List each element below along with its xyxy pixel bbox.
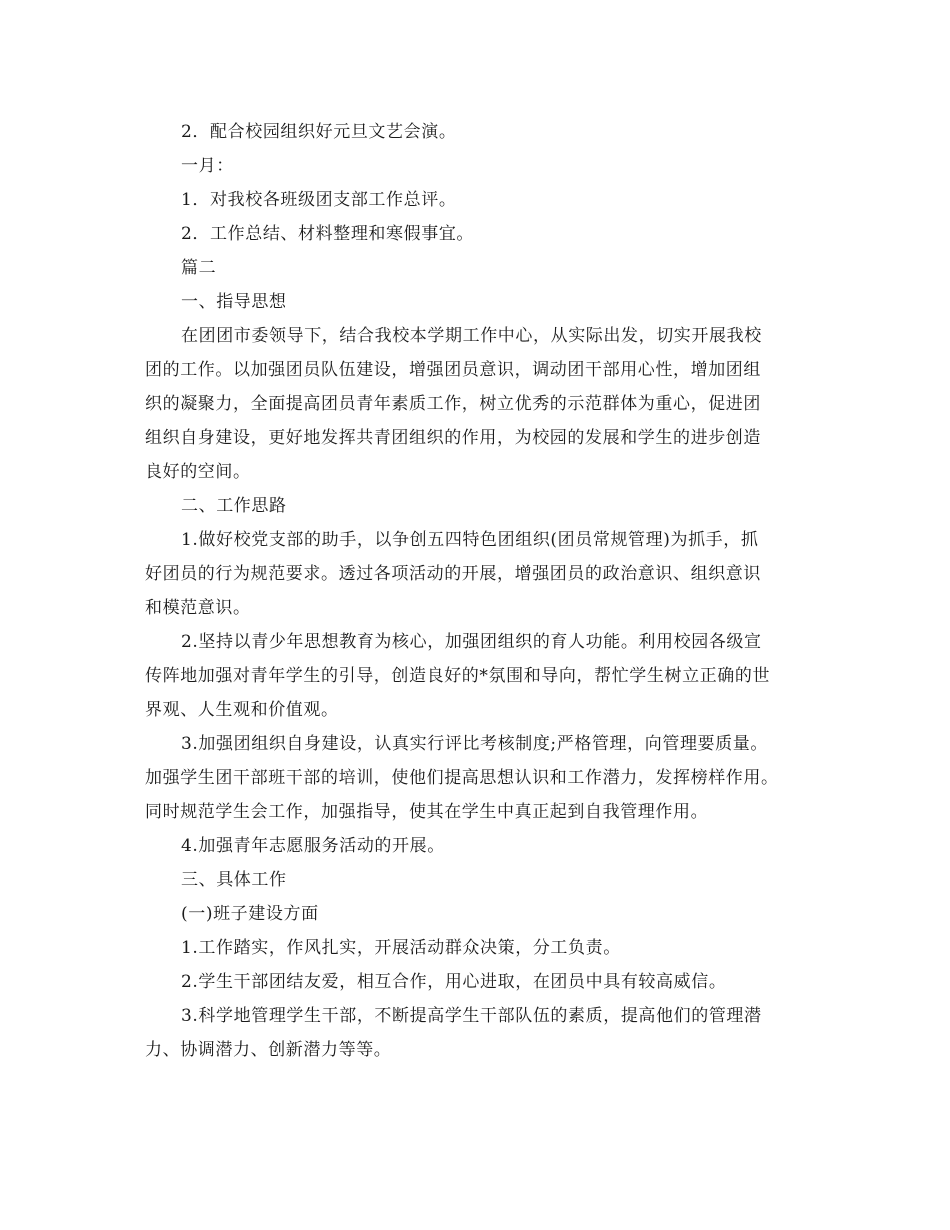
- paragraph-guiding-thought: [145, 319, 809, 489]
- heading-work-thinking: 二、工作思路: [181, 496, 287, 516]
- heading-guiding-thought: 一、指导思想: [181, 292, 287, 312]
- text-line: 良好的空间。: [145, 462, 251, 482]
- text-line: 织的凝聚力，全面提高团员青年素质工作，树立优秀的示范群体为重心，促进团: [145, 394, 761, 414]
- text-line: 和模范意识。: [145, 598, 251, 618]
- text-line: 好团员的行为规范要求。透过各项活动的开展，增强团员的政治意识、组织意识: [145, 564, 761, 584]
- text-line: 组织自身建设，更好地发挥共青团组织的作用，为校园的发展和学生的进步创造: [145, 428, 761, 448]
- text-line: 1.做好校党支部的助手，以争创五四特色团组织(团员常规管理)为抓手，抓: [181, 530, 759, 550]
- paragraph-item-3: [145, 727, 809, 829]
- text-line: 2.坚持以青少年思想教育为核心，加强团组织的育人功能。利用校园各级宣: [181, 632, 762, 652]
- text-line: 加强学生团干部班干部的培训，使他们提高思想认识和工作潜力，发挥榜样作用。: [145, 768, 779, 788]
- list-item-summary: 2．工作总结、材料整理和寒假事宜。: [181, 224, 475, 244]
- text-line: 3.加强团组织自身建设，认真实行评比考核制度;严格管理，向管理要质量。: [181, 734, 768, 754]
- text-line: 团的工作。以加强团员队伍建设，增强团员意识，调动团干部用心性，增加团组: [145, 360, 761, 380]
- heading-team-building: (一)班子建设方面: [181, 904, 319, 924]
- text-line: 传阵地加强对青年学生的引导，创造良好的*氛围和导向，帮忙学生树立正确的世: [145, 666, 771, 686]
- team-item-3: [145, 999, 809, 1067]
- heading-specific-work: 三、具体工作: [181, 870, 287, 890]
- text-line: 力、协调潜力、创新潜力等等。: [145, 1040, 392, 1060]
- text-line: 界观、人生观和价值观。: [145, 700, 339, 720]
- paragraph-item-2: [145, 625, 809, 727]
- team-item-2: 2.学生干部团结友爱，相互合作，用心进取，在团员中具有较高威信。: [181, 972, 727, 992]
- month-heading-january: 一月：: [181, 156, 234, 176]
- text-line: 同时规范学生会工作，加强指导，使其在学生中真正起到自我管理作用。: [145, 802, 709, 822]
- list-item-performance: 2．配合校园组织好元旦文艺会演。: [181, 122, 457, 142]
- section-heading-part-two: 篇二: [181, 258, 217, 278]
- paragraph-item-1: [145, 523, 809, 625]
- paragraph-item-4: 4.加强青年志愿服务活动的开展。: [181, 836, 445, 856]
- list-item-evaluation: 1．对我校各班级团支部工作总评。: [181, 190, 457, 210]
- team-item-1: 1.工作踏实，作风扎实，开展活动群众决策，分工负责。: [181, 938, 621, 958]
- document-body: [145, 115, 809, 1067]
- text-line: 在团团市委领导下，结合我校本学期工作中心，从实际出发，切实开展我校: [181, 326, 762, 346]
- text-line: 3.科学地管理学生干部，不断提高学生干部队伍的素质，提高他们的管理潜: [181, 1006, 762, 1026]
